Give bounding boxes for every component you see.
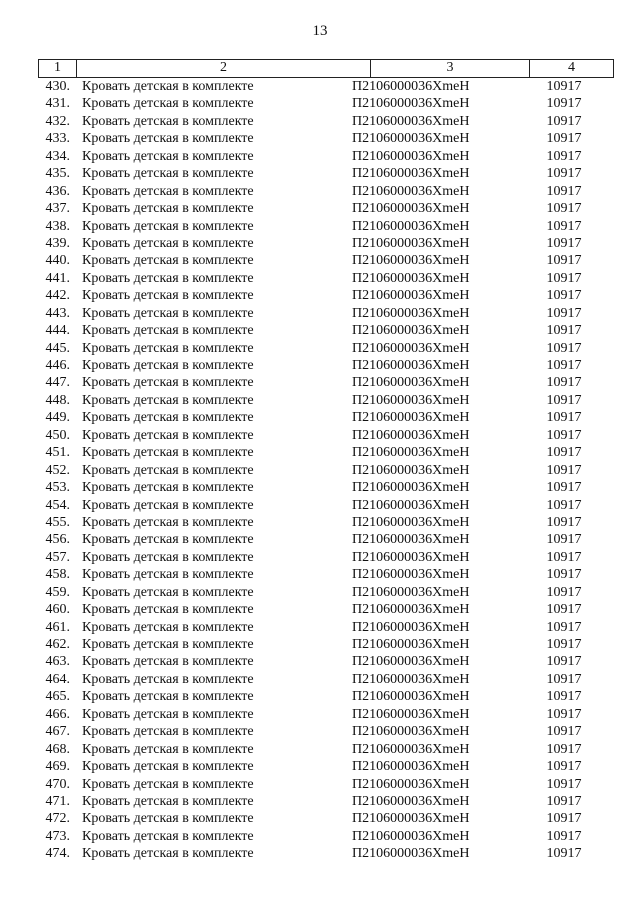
row-number: 469.	[45, 759, 70, 775]
page-number: 13	[312, 23, 328, 39]
item-code: П2106000036ХmeН	[352, 183, 470, 199]
item-name: Кровать детская в комплекте	[82, 846, 254, 862]
item-code: П2106000036ХmeН	[352, 637, 470, 652]
item-quantity: 10917	[546, 584, 582, 600]
table-row	[38, 479, 614, 496]
item-code: П2106000036ХmeН	[352, 584, 470, 600]
item-name: Кровать детская в комплекте	[82, 148, 254, 164]
item-code: П2106000036ХmeН	[352, 340, 470, 356]
row-number: 465.	[45, 689, 70, 705]
table-row	[38, 218, 614, 235]
row-number: 470.	[45, 776, 70, 792]
item-code: П2106000036ХmeН	[352, 253, 470, 269]
table-row	[38, 252, 614, 269]
row-number: 439.	[45, 235, 70, 251]
row-number: 455.	[45, 514, 70, 530]
table-row	[38, 322, 614, 339]
item-quantity: 10917	[546, 724, 582, 740]
item-name: Кровать детская в комплекте	[82, 497, 254, 513]
row-number: 443.	[45, 305, 70, 321]
item-name: Кровать детская в комплекте	[82, 79, 254, 94]
table-row	[38, 636, 614, 653]
item-code: П2106000036ХmeН	[352, 497, 470, 513]
item-quantity: 10917	[546, 113, 582, 129]
table-row	[38, 95, 614, 112]
row-number: 461.	[45, 619, 70, 635]
item-name: Кровать детская в комплекте	[82, 584, 254, 600]
row-number: 472.	[45, 811, 70, 827]
item-name: Кровать детская в комплекте	[82, 113, 254, 129]
item-name: Кровать детская в комплекте	[82, 811, 254, 827]
item-quantity: 10917	[546, 410, 582, 426]
item-quantity: 10917	[546, 218, 582, 234]
item-quantity: 10917	[546, 480, 582, 496]
row-number: 444.	[45, 323, 70, 339]
table-row	[38, 845, 614, 862]
item-quantity: 10917	[546, 654, 582, 670]
table-row	[38, 706, 614, 723]
item-name: Кровать детская в комплекте	[82, 96, 254, 112]
item-code: П2106000036ХmeН	[352, 567, 470, 583]
item-name: Кровать детская в комплекте	[82, 340, 254, 356]
item-code: П2106000036ХmeН	[352, 218, 470, 234]
table-row	[38, 671, 614, 688]
item-code: П2106000036ХmeН	[352, 445, 470, 461]
item-quantity: 10917	[546, 828, 582, 844]
row-number: 471.	[45, 793, 70, 809]
item-code: П2106000036ХmeН	[352, 706, 470, 722]
item-name: Кровать детская в комплекте	[82, 323, 254, 339]
table-row	[38, 183, 614, 200]
table-row	[38, 305, 614, 322]
item-quantity: 10917	[546, 166, 582, 182]
row-number: 450.	[45, 427, 70, 443]
item-name: Кровать детская в комплекте	[82, 619, 254, 635]
row-number: 437.	[45, 201, 70, 217]
row-number: 431.	[45, 96, 70, 112]
item-name: Кровать детская в комплекте	[82, 375, 254, 391]
item-code: П2106000036ХmeН	[352, 148, 470, 164]
item-name: Кровать детская в комплекте	[82, 427, 254, 443]
item-quantity: 10917	[546, 637, 582, 652]
item-name: Кровать детская в комплекте	[82, 131, 254, 147]
row-number: 473.	[45, 828, 70, 844]
item-quantity: 10917	[546, 201, 582, 217]
row-number: 447.	[45, 375, 70, 391]
row-number: 448.	[45, 392, 70, 408]
row-number: 466.	[45, 706, 70, 722]
item-quantity: 10917	[546, 323, 582, 339]
item-code: П2106000036ХmeН	[352, 828, 470, 844]
row-number: 446.	[45, 358, 70, 373]
item-quantity: 10917	[546, 741, 582, 757]
column-header-1: 1	[38, 60, 77, 77]
column-header-2: 2	[77, 60, 371, 77]
row-number: 436.	[45, 183, 70, 199]
item-name: Кровать детская в комплекте	[82, 671, 254, 687]
item-name: Кровать детская в комплекте	[82, 183, 254, 199]
item-quantity: 10917	[546, 497, 582, 513]
row-number: 441.	[45, 270, 70, 286]
table-row	[38, 200, 614, 217]
row-number: 464.	[45, 671, 70, 687]
table-row	[38, 758, 614, 775]
item-quantity: 10917	[546, 148, 582, 164]
item-quantity: 10917	[546, 619, 582, 635]
row-number: 430.	[45, 79, 70, 94]
table-row	[38, 741, 614, 758]
table-header-row	[38, 59, 614, 78]
table-row	[38, 409, 614, 426]
item-quantity: 10917	[546, 358, 582, 373]
table-row	[38, 497, 614, 514]
table-row	[38, 165, 614, 182]
table-row	[38, 148, 614, 165]
item-code: П2106000036ХmeН	[352, 79, 470, 94]
item-code: П2106000036ХmeН	[352, 305, 470, 321]
table-row	[38, 514, 614, 531]
item-quantity: 10917	[546, 776, 582, 792]
table-row	[38, 619, 614, 636]
item-name: Кровать детская в комплекте	[82, 288, 254, 304]
table-row	[38, 462, 614, 479]
table-row	[38, 270, 614, 287]
table-row	[38, 776, 614, 793]
item-quantity: 10917	[546, 96, 582, 112]
item-name: Кровать детская в комплекте	[82, 793, 254, 809]
item-quantity: 10917	[546, 793, 582, 809]
item-name: Кровать детская в комплекте	[82, 637, 254, 652]
row-number: 454.	[45, 497, 70, 513]
item-code: П2106000036ХmeН	[352, 480, 470, 496]
item-code: П2106000036ХmeН	[352, 235, 470, 251]
item-code: П2106000036ХmeН	[352, 724, 470, 740]
table-row	[38, 531, 614, 548]
table-row	[38, 130, 614, 147]
item-name: Кровать детская в комплекте	[82, 706, 254, 722]
item-code: П2106000036ХmeН	[352, 602, 470, 618]
item-name: Кровать детская в комплекте	[82, 759, 254, 775]
item-quantity: 10917	[546, 253, 582, 269]
item-quantity: 10917	[546, 288, 582, 304]
row-number: 468.	[45, 741, 70, 757]
item-quantity: 10917	[546, 549, 582, 565]
item-code: П2106000036ХmeН	[352, 410, 470, 426]
item-name: Кровать детская в комплекте	[82, 828, 254, 844]
item-code: П2106000036ХmeН	[352, 549, 470, 565]
item-code: П2106000036ХmeН	[352, 689, 470, 705]
item-quantity: 10917	[546, 514, 582, 530]
item-code: П2106000036ХmeН	[352, 759, 470, 775]
row-number: 438.	[45, 218, 70, 234]
item-quantity: 10917	[546, 759, 582, 775]
item-code: П2106000036ХmeН	[352, 619, 470, 635]
item-code: П2106000036ХmeН	[352, 846, 470, 862]
item-name: Кровать детская в комплекте	[82, 392, 254, 408]
column-header-3: 3	[371, 60, 530, 77]
item-quantity: 10917	[546, 445, 582, 461]
item-quantity: 10917	[546, 270, 582, 286]
table-row	[38, 427, 614, 444]
item-quantity: 10917	[546, 392, 582, 408]
item-quantity: 10917	[546, 183, 582, 199]
item-code: П2106000036ХmeН	[352, 392, 470, 408]
table-row	[38, 723, 614, 740]
table-body	[38, 78, 614, 863]
item-name: Кровать детская в комплекте	[82, 445, 254, 461]
item-name: Кровать детская в комплекте	[82, 689, 254, 705]
item-quantity: 10917	[546, 706, 582, 722]
table-row	[38, 392, 614, 409]
item-code: П2106000036ХmeН	[352, 532, 470, 548]
item-name: Кровать детская в комплекте	[82, 567, 254, 583]
row-number: 457.	[45, 549, 70, 565]
item-quantity: 10917	[546, 79, 582, 94]
row-number: 435.	[45, 166, 70, 182]
table-row	[38, 566, 614, 583]
row-number: 442.	[45, 288, 70, 304]
item-code: П2106000036ХmeН	[352, 166, 470, 182]
item-code: П2106000036ХmeН	[352, 375, 470, 391]
item-name: Кровать детская в комплекте	[82, 201, 254, 217]
row-number: 451.	[45, 445, 70, 461]
table-row	[38, 793, 614, 810]
table-row	[38, 810, 614, 827]
row-number: 459.	[45, 584, 70, 600]
row-number: 453.	[45, 480, 70, 496]
item-quantity: 10917	[546, 532, 582, 548]
items-table	[38, 59, 614, 863]
item-name: Кровать детская в комплекте	[82, 654, 254, 670]
item-quantity: 10917	[546, 602, 582, 618]
item-code: П2106000036ХmeН	[352, 288, 470, 304]
table-row	[38, 340, 614, 357]
table-row	[38, 549, 614, 566]
item-quantity: 10917	[546, 340, 582, 356]
item-quantity: 10917	[546, 689, 582, 705]
item-name: Кровать детская в комплекте	[82, 724, 254, 740]
table-row	[38, 584, 614, 601]
item-quantity: 10917	[546, 462, 582, 478]
item-code: П2106000036ХmeН	[352, 671, 470, 687]
item-name: Кровать детская в комплекте	[82, 462, 254, 478]
item-code: П2106000036ХmeН	[352, 462, 470, 478]
item-quantity: 10917	[546, 375, 582, 391]
item-name: Кровать детская в комплекте	[82, 305, 254, 321]
item-name: Кровать детская в комплекте	[82, 480, 254, 496]
table-row	[38, 374, 614, 391]
item-quantity: 10917	[546, 811, 582, 827]
row-number: 440.	[45, 253, 70, 269]
row-number: 467.	[45, 724, 70, 740]
row-number: 445.	[45, 340, 70, 356]
row-number: 433.	[45, 131, 70, 147]
row-number: 462.	[45, 637, 70, 652]
table-row	[38, 287, 614, 304]
item-name: Кровать детская в комплекте	[82, 358, 254, 373]
row-number: 460.	[45, 602, 70, 618]
table-row	[38, 357, 614, 374]
item-quantity: 10917	[546, 305, 582, 321]
row-number: 458.	[45, 567, 70, 583]
item-name: Кровать детская в комплекте	[82, 602, 254, 618]
item-quantity: 10917	[546, 671, 582, 687]
item-name: Кровать детская в комплекте	[82, 776, 254, 792]
item-code: П2106000036ХmeН	[352, 270, 470, 286]
item-code: П2106000036ХmeН	[352, 654, 470, 670]
item-code: П2106000036ХmeН	[352, 776, 470, 792]
item-quantity: 10917	[546, 567, 582, 583]
row-number: 434.	[45, 148, 70, 164]
item-quantity: 10917	[546, 427, 582, 443]
item-code: П2106000036ХmeН	[352, 741, 470, 757]
table-row	[38, 828, 614, 845]
item-code: П2106000036ХmeН	[352, 427, 470, 443]
row-number: 449.	[45, 410, 70, 426]
item-name: Кровать детская в комплекте	[82, 410, 254, 426]
item-name: Кровать детская в комплекте	[82, 532, 254, 548]
row-number: 456.	[45, 532, 70, 548]
item-code: П2106000036ХmeН	[352, 131, 470, 147]
table-row	[38, 601, 614, 618]
row-number: 474.	[45, 846, 70, 862]
item-name: Кровать детская в комплекте	[82, 549, 254, 565]
item-code: П2106000036ХmeН	[352, 323, 470, 339]
item-quantity: 10917	[546, 131, 582, 147]
item-code: П2106000036ХmeН	[352, 358, 470, 373]
item-name: Кровать детская в комплекте	[82, 235, 254, 251]
row-number: 463.	[45, 654, 70, 670]
item-code: П2106000036ХmeН	[352, 96, 470, 112]
row-number: 432.	[45, 113, 70, 129]
item-code: П2106000036ХmeН	[352, 811, 470, 827]
item-code: П2106000036ХmeН	[352, 201, 470, 217]
item-name: Кровать детская в комплекте	[82, 218, 254, 234]
item-name: Кровать детская в комплекте	[82, 514, 254, 530]
item-code: П2106000036ХmeН	[352, 514, 470, 530]
item-name: Кровать детская в комплекте	[82, 270, 254, 286]
table-row	[38, 688, 614, 705]
item-code: П2106000036ХmeН	[352, 113, 470, 129]
table-row	[38, 653, 614, 670]
column-header-4: 4	[530, 60, 614, 77]
item-code: П2106000036ХmeН	[352, 793, 470, 809]
item-name: Кровать детская в комплекте	[82, 741, 254, 757]
row-number: 452.	[45, 462, 70, 478]
item-quantity: 10917	[546, 235, 582, 251]
table-row	[38, 78, 614, 95]
item-name: Кровать детская в комплекте	[82, 166, 254, 182]
table-row	[38, 444, 614, 461]
table-row	[38, 113, 614, 130]
item-quantity: 10917	[546, 846, 582, 862]
item-name: Кровать детская в комплекте	[82, 253, 254, 269]
table-row	[38, 235, 614, 252]
